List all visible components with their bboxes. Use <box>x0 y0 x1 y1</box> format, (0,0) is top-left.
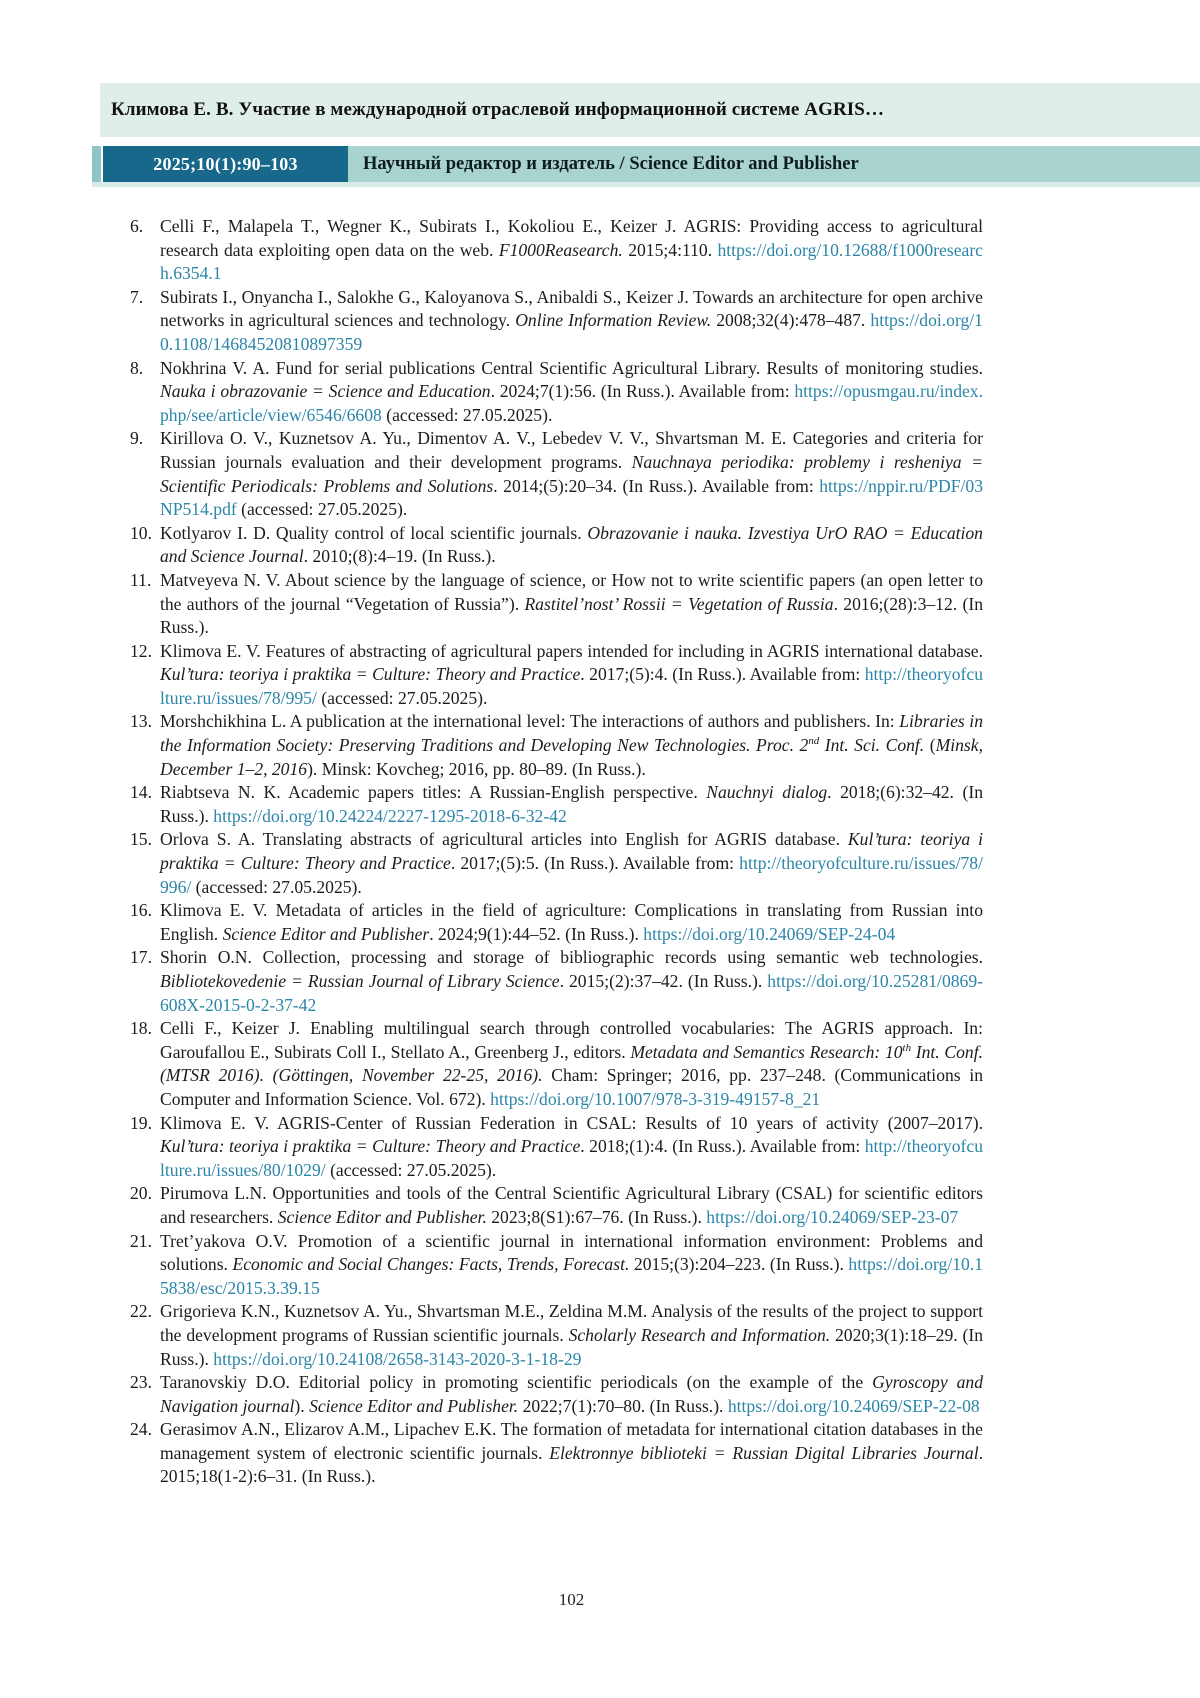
reference-text <box>160 358 983 425</box>
reference-text <box>160 1419 983 1486</box>
reference-segment: Metadata and Semantics Research: 10 <box>630 1041 903 1062</box>
reference-number: 6. <box>130 216 144 236</box>
reference-segment: Bibliotekovedenie = Russian Journal of Library Science <box>160 971 560 991</box>
reference-number: 20. <box>130 1183 152 1204</box>
reference-segment: Int. Sci. Conf. <box>819 735 925 756</box>
reference-segment: . 2017;(5):5. (In Russ.). Available from: <box>450 853 740 874</box>
reference-text <box>160 523 983 567</box>
reference-item <box>130 569 983 640</box>
reference-segment: (accessed: 27.05.2025). <box>191 876 362 897</box>
reference-segment: ). Minsk: Kovcheg; 2016, pp. 80–89. (In Russ.). <box>307 758 646 779</box>
reference-item <box>130 828 983 899</box>
reference-link[interactable]: http://theoryofculture.ru/issues/80/1029/ <box>160 1136 983 1180</box>
reference-segment: Nauchnaya periodika: problemy i resheniya = Scientific Periodicals: Problems and Solutions <box>160 451 983 496</box>
reference-segment: Pirumova L.N. Opportunities and tools of the Central Scientific Agricultural Library (CSAL) for scientific editors and researchers. <box>160 1183 983 1227</box>
reference-number: 15. <box>130 829 152 850</box>
reference-segment: Nauchnyi dialog <box>706 782 828 803</box>
reference-segment: Kul’tura: teoriya i praktika = Culture: Theory and Practice <box>160 664 581 685</box>
reference-segment: 2020;3(1):18–29. (In Russ.). <box>160 1324 983 1369</box>
reference-number: 12. <box>130 640 152 661</box>
reference-segment: Morshchikhina L. A publication at the international level: The interactions of authors and publishers. In: <box>160 711 900 732</box>
journal-info-row <box>92 146 1200 182</box>
reference-segment: (accessed: 27.05.2025). <box>325 1159 497 1180</box>
reference-segment: 2015;4:110. <box>622 239 718 260</box>
reference-segment: Elektronnye biblioteki = Russian Digital Libraries Journal <box>549 1442 979 1463</box>
reference-link[interactable]: https://nppir.ru/PDF/03NP514.pdf <box>160 475 983 520</box>
reference-item <box>130 1371 983 1418</box>
reference-segment: Int. Conf. (MTSR 2016). (Göttingen, November 22-25, 2016 <box>160 1041 983 1086</box>
reference-text <box>160 1183 983 1227</box>
journal-row-underline <box>92 182 1200 187</box>
reference-link[interactable]: https://opusmgau.ru/index.php/see/article/view/6546/6608 <box>160 381 983 425</box>
reference-item <box>130 427 983 521</box>
reference-item <box>130 1017 983 1111</box>
reference-link[interactable]: http://theoryofculture.ru/issues/78/995/ <box>160 664 983 708</box>
reference-segment: Kirillova O. V., Kuznetsov A. Yu., Dimentov A. V., Lebedev V. V., Shvartsman M. E. Categories and criteria for Russian journals evaluation and their development programs. <box>160 428 983 472</box>
reference-segment: Kul’tura: teoriya i praktika = Culture: Theory and Practice <box>160 829 983 874</box>
reference-segment: ). <box>532 1065 543 1086</box>
reference-segment: Obrazovanie i nauka. Izvestiya UrO RAO = Education and Science Journal <box>160 522 983 567</box>
reference-text <box>160 1113 983 1180</box>
reference-list <box>130 215 983 1489</box>
reference-segment: Celli F., Keizer J. Enabling multilingual search through controlled vocabularies: The AGRIS approach. In: Garoufallou E., Subirats Coll I., Stellato A., Greenberg J., editors. <box>160 1018 983 1062</box>
reference-text <box>160 1301 983 1368</box>
reference-text <box>160 829 983 896</box>
reference-segment: Matveyeva N. V. About science by the language of science, or How not to write scientific papers (an open letter to the authors of the journal “Vegetation of Russia”). <box>160 569 983 614</box>
reference-segment: Klimova E. V. Features of abstracting of agricultural papers intended for including in AGRIS international database. <box>160 640 983 661</box>
reference-segment: ). <box>294 1395 310 1416</box>
reference-text <box>160 1372 983 1416</box>
reference-item <box>130 640 983 711</box>
reference-item <box>130 286 983 357</box>
reference-segment: Gyroscopy and Navigation journal <box>160 1372 983 1416</box>
reference-segment: . 2024;9(1):44–52. (In Russ.). <box>429 923 644 944</box>
reference-text <box>160 711 983 778</box>
reference-segment: Nokhrina V. A. Fund for serial publications Central Scientific Agricultural Library. Results of monitoring studies. <box>160 357 983 378</box>
references-section <box>130 215 983 1489</box>
reference-link[interactable]: https://doi.org/10.24108/2658-3143-2020-3-1-18-29 <box>213 1348 582 1369</box>
reference-item <box>130 1230 983 1301</box>
journal-title: Научный редактор и издатель / Science Editor and Publisher <box>348 146 1200 182</box>
reference-segment: Subirats I., Onyancha I., Salokhe G., Kaloyanova S., Anibaldi S., Keizer J. Towards an architecture for open archive networks in agricultural sciences and technology. <box>160 286 983 331</box>
reference-number: 16. <box>130 900 152 921</box>
reference-segment: 2023;8(S1):67–76. (In Russ.). <box>486 1206 707 1227</box>
reference-segment: . 2024;7(1):56. (In Russ.). Available from: <box>490 381 795 402</box>
reference-segment: . 2015;18(1-2):6–31. (In Russ.). <box>160 1442 983 1487</box>
reference-segment: Scholarly Research and Information. <box>568 1324 831 1345</box>
reference-link[interactable]: https://doi.org/10.15838/esc/2015.3.39.15 <box>160 1254 983 1298</box>
reference-segment: (accessed: 27.05.2025). <box>316 687 488 708</box>
reference-segment: Online Information Review. <box>515 310 712 331</box>
reference-segment: Gerasimov A.N., Elizarov A.M., Lipachev E.K. The formation of metadata for international citation databases in the management system of electronic scientific journals. <box>160 1419 983 1463</box>
reference-segment: Science Editor and Publisher <box>222 923 430 944</box>
reference-segment: Riabtseva N. K. Academic papers titles: A Russian-English perspective. <box>160 782 707 803</box>
reference-item <box>130 1418 983 1489</box>
reference-segment: . 2018;(1):4. (In Russ.). Available from: <box>580 1136 865 1157</box>
reference-number: 14. <box>130 782 152 803</box>
accent-strip <box>92 146 101 182</box>
reference-segment: Science Editor and Publisher. <box>309 1395 519 1416</box>
reference-number: 21. <box>130 1230 152 1251</box>
reference-segment: . 2015;(2):37–42. (In Russ.). <box>559 971 768 991</box>
reference-segment: nd <box>808 735 820 748</box>
reference-link[interactable]: http://theoryofculture.ru/issues/78/996/ <box>160 853 983 897</box>
reference-item <box>130 522 983 569</box>
issue-badge: 2025;10(1):90–103 <box>103 146 348 182</box>
reference-segment: . 2014;(5):20–34. (In Russ.). Available from: <box>493 475 820 496</box>
reference-number: 18. <box>130 1018 152 1039</box>
reference-segment: (accessed: 27.05.2025). <box>381 404 553 425</box>
reference-link[interactable]: https://doi.org/10.24069/SEP-23-07 <box>706 1206 959 1227</box>
reference-segment: th <box>902 1041 912 1054</box>
reference-segment: 2008;32(4):478–487. <box>711 310 871 331</box>
reference-segment: Cham: Springer; 2016, pp. 237–248. (Communications in Computer and Information Science. Vol. 672). <box>160 1065 983 1109</box>
reference-text <box>160 216 983 283</box>
reference-segment: Libraries in the Information Society: Preserving Traditions and Developing New Technologies. Proc. 2 <box>160 711 983 756</box>
reference-segment: Kotlyarov I. D. Quality control of local scientific journals. <box>160 522 588 543</box>
reference-item <box>130 357 983 428</box>
reference-segment: Rastitel’nost’ Rossii = Vegetation of Russia <box>524 593 834 614</box>
reference-item <box>130 1300 983 1371</box>
reference-item <box>130 1112 983 1183</box>
reference-link[interactable]: https://doi.org/10.24069/SEP-22-08 <box>727 1395 980 1416</box>
reference-text <box>160 1231 983 1298</box>
reference-number: 17. <box>130 947 152 968</box>
reference-text <box>160 570 983 637</box>
reference-segment: Economic and Social Changes: Facts, Trends, Forecast. <box>232 1254 630 1275</box>
reference-segment: Grigorieva K.N., Kuznetsov A. Yu., Shvartsman M.E., Zeldina M.M. Analysis of the results of the project to support the development programs of Russian scientific journals. <box>160 1301 983 1345</box>
reference-item <box>130 781 983 828</box>
reference-number: 9. <box>130 428 144 449</box>
reference-number: 19. <box>130 1112 152 1133</box>
reference-item <box>130 710 983 781</box>
page-number: 102 <box>558 1590 585 1609</box>
reference-segment: ( <box>924 735 936 756</box>
reference-segment: Nauka i obrazovanie = Science and Education <box>160 381 491 402</box>
reference-item <box>130 946 983 1017</box>
reference-link[interactable]: https://doi.org/10.12688/f1000research.6354.1 <box>160 239 983 284</box>
reference-text <box>160 641 983 708</box>
reference-number: 11. <box>130 569 152 590</box>
reference-link[interactable]: https://doi.org/10.24069/SEP-24-04 <box>643 923 896 944</box>
reference-segment: Klimova E. V. Metadata of articles in the field of agriculture: Complications in translating from Russian into English. <box>160 900 983 944</box>
reference-segment: Tret’yakova O.V. Promotion of a scientific journal in international information environment: Problems and solutions. <box>160 1230 983 1275</box>
reference-link[interactable]: https://doi.org/10.24224/2227-1295-2018-6-32-42 <box>213 805 567 826</box>
reference-segment: 2015;(3):204–223. (In Russ.). <box>629 1254 849 1275</box>
reference-segment: Shorin O.N. Collection, processing and storage of bibliographic records using semantic web technologies. <box>160 947 983 968</box>
reference-number: 23. <box>130 1372 152 1393</box>
running-head: Климова Е. В. Участие в международной отраслевой информационной системе AGRIS… <box>100 83 1200 137</box>
reference-number: 7. <box>130 286 144 307</box>
reference-item <box>130 1182 983 1229</box>
reference-number: 13. <box>130 711 152 732</box>
reference-segment: Klimova E. V. AGRIS-Center of Russian Federation in CSAL: Results of 10 years of activity (2007–2017). <box>160 1112 983 1133</box>
reference-link[interactable]: https://doi.org/10.1108/14684520810897359 <box>160 310 983 354</box>
reference-number: 8. <box>130 357 144 378</box>
reference-link[interactable]: https://doi.org/10.25281/0869-608X-2015-0-2-37-42 <box>160 971 983 1015</box>
reference-text <box>160 782 983 826</box>
reference-text <box>160 947 983 1014</box>
reference-segment: F1000Reasearch. <box>498 239 623 260</box>
reference-segment: Minsk, December 1–2, 2016 <box>160 735 983 779</box>
reference-segment: Orlova S. A. Translating abstracts of agricultural articles into English for AGRIS database. <box>160 829 848 850</box>
reference-segment: . 2010;(8):4–19. (In Russ.). <box>303 546 496 567</box>
reference-item <box>130 215 983 286</box>
reference-number: 10. <box>130 522 152 543</box>
reference-segment: Kul’tura: teoriya i praktika = Culture: Theory and Practice <box>160 1136 581 1157</box>
reference-link[interactable]: https://doi.org/10.1007/978-3-319-49157-8_21 <box>490 1088 821 1109</box>
reference-segment: 2022;7(1):70–80. (In Russ.). <box>518 1395 728 1416</box>
reference-text <box>160 428 983 519</box>
reference-item <box>130 899 983 946</box>
reference-text <box>160 900 983 944</box>
reference-number: 22. <box>130 1301 152 1322</box>
reference-segment: . 2018;(6):32–42. (In Russ.). <box>160 782 983 826</box>
reference-text <box>160 287 983 354</box>
reference-segment: Celli F., Malapela T., Wegner K., Subirats I., Kokoliou E., Keizer J. AGRIS: Providing access to agricultural research data exploiting open data on the web. <box>160 216 983 260</box>
reference-segment: Science Editor and Publisher. <box>277 1206 487 1227</box>
reference-text <box>160 1018 983 1109</box>
reference-segment: Taranovskiy D.O. Editorial policy in promoting scientific periodicals (on the example of the <box>160 1372 873 1393</box>
reference-number: 24. <box>130 1419 152 1440</box>
reference-segment: (accessed: 27.05.2025). <box>236 499 408 520</box>
reference-segment: . 2016;(28):3–12. (In Russ.). <box>160 593 983 638</box>
reference-segment: . 2017;(5):4. (In Russ.). Available from: <box>580 664 865 685</box>
